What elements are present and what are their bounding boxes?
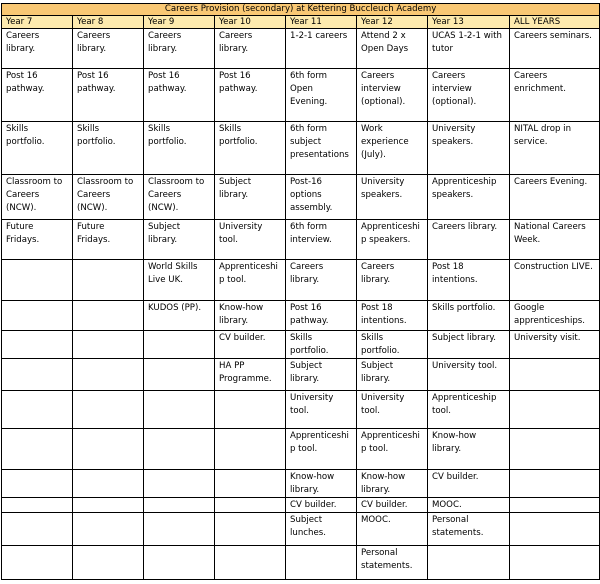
table-title-row (2, 4, 600, 16)
table-cell: Apprenticeship tool. (357, 429, 428, 470)
table-cell (215, 498, 286, 513)
table-cell: 1-2-1 careers (286, 29, 357, 69)
table-row (2, 546, 600, 580)
table-cell: Apprenticeship tool. (428, 391, 510, 429)
table-cell (73, 260, 144, 301)
table-cell (215, 429, 286, 470)
table-row (2, 470, 600, 498)
table-cell: Skills portfolio. (357, 331, 428, 359)
table-cell (215, 513, 286, 546)
table-cell: Skills portfolio. (2, 122, 73, 175)
table-row (2, 301, 600, 331)
table-cell (428, 546, 510, 580)
table-row (2, 175, 600, 220)
table-cell (144, 359, 215, 391)
table-cell: Personal statements. (357, 546, 428, 580)
table-cell: Apprenticeship speakers. (357, 220, 428, 260)
table-cell: CV builder. (357, 498, 428, 513)
table-row (2, 122, 600, 175)
table-cell (2, 359, 73, 391)
table-cell: University speakers. (428, 122, 510, 175)
table-cell (144, 546, 215, 580)
careers-provision-document (1, 3, 599, 580)
table-cell (2, 546, 73, 580)
table-cell: UCAS 1-2-1 with tutor (428, 29, 510, 69)
column-header: Year 7 (2, 16, 73, 29)
table-cell: 6th form Open Evening. (286, 69, 357, 122)
table-cell: Careers library. (428, 220, 510, 260)
column-header: Year 11 (286, 16, 357, 29)
table-cell: Post 18 intentions. (428, 260, 510, 301)
table-cell (510, 470, 600, 498)
table-row (2, 29, 600, 69)
table-cell: Careers enrichment. (510, 69, 600, 122)
table-cell (510, 429, 600, 470)
table-cell: CV builder. (286, 498, 357, 513)
table-cell (144, 498, 215, 513)
table-cell (73, 498, 144, 513)
table-cell: MOOC. (357, 513, 428, 546)
table-cell (73, 301, 144, 331)
table-cell: University visit. (510, 331, 600, 359)
table-cell (144, 513, 215, 546)
table-cell: Apprenticeship tool. (286, 429, 357, 470)
table-cell: Know-how library. (428, 429, 510, 470)
table-cell (286, 546, 357, 580)
table-cell: World Skills Live UK. (144, 260, 215, 301)
table-cell: Classroom to Careers (NCW). (73, 175, 144, 220)
table-cell: Construction LIVE. (510, 260, 600, 301)
table-cell: Classroom to Careers (NCW). (2, 175, 73, 220)
table-cell: University tool. (428, 359, 510, 391)
table-cell (144, 429, 215, 470)
column-header: Year 12 (357, 16, 428, 29)
table-cell: Careers library. (357, 260, 428, 301)
table-cell: Subject library. (144, 220, 215, 260)
table-cell: Apprenticeship speakers. (428, 175, 510, 220)
table-cell: Careers library. (73, 29, 144, 69)
table-cell: Skills portfolio. (286, 331, 357, 359)
table-cell (73, 331, 144, 359)
table-cell: KUDOS (PP). (144, 301, 215, 331)
table-row (2, 513, 600, 546)
table-cell: Skills portfolio. (428, 301, 510, 331)
careers-provision-table (1, 3, 600, 580)
table-cell: Subject library. (428, 331, 510, 359)
table-cell (144, 331, 215, 359)
table-cell: Careers library. (2, 29, 73, 69)
column-header: Year 9 (144, 16, 215, 29)
table-cell: 6th form interview. (286, 220, 357, 260)
table-row (2, 429, 600, 470)
table-cell: Know-how library. (357, 470, 428, 498)
table-row (2, 69, 600, 122)
table-cell: Careers Evening. (510, 175, 600, 220)
table-cell: Post-16 options assembly. (286, 175, 357, 220)
table-cell (510, 391, 600, 429)
table-row (2, 260, 600, 301)
table-cell: Know-how library. (215, 301, 286, 331)
table-title: Careers Provision (secondary) at Kettering Buccleuch Academy (2, 4, 600, 16)
table-cell (2, 391, 73, 429)
table-cell (2, 331, 73, 359)
table-cell: Subject library. (215, 175, 286, 220)
table-cell: Personal statements. (428, 513, 510, 546)
column-header: Year 10 (215, 16, 286, 29)
table-header-row (2, 16, 600, 29)
table-cell: MOOC. (428, 498, 510, 513)
table-cell: Post 16 pathway. (286, 301, 357, 331)
table-cell: Careers library. (286, 260, 357, 301)
table-cell: Classroom to Careers (NCW). (144, 175, 215, 220)
table-cell (2, 498, 73, 513)
table-cell (73, 470, 144, 498)
column-header: Year 13 (428, 16, 510, 29)
table-cell: 6th form subject presentations (286, 122, 357, 175)
table-cell: National Careers Week. (510, 220, 600, 260)
table-cell (2, 301, 73, 331)
table-cell: Post 16 pathway. (144, 69, 215, 122)
table-cell: Work experience (July). (357, 122, 428, 175)
table-cell: University speakers. (357, 175, 428, 220)
table-cell (2, 470, 73, 498)
table-cell (510, 498, 600, 513)
table-cell (215, 391, 286, 429)
table-cell: Skills portfolio. (144, 122, 215, 175)
table-cell: Post 16 pathway. (215, 69, 286, 122)
table-cell: Subject library. (357, 359, 428, 391)
table-cell: Careers seminars. (510, 29, 600, 69)
table-cell: CV builder. (215, 331, 286, 359)
table-cell: Future Fridays. (73, 220, 144, 260)
table-row (2, 220, 600, 260)
table-cell (73, 513, 144, 546)
table-cell (510, 359, 600, 391)
table-cell: Careers library. (215, 29, 286, 69)
table-cell (73, 359, 144, 391)
table-cell: University tool. (215, 220, 286, 260)
table-cell (2, 429, 73, 470)
table-cell: University tool. (286, 391, 357, 429)
table-cell (215, 470, 286, 498)
table-cell: Google apprenticeships. (510, 301, 600, 331)
table-cell: Post 18 intentions. (357, 301, 428, 331)
table-cell: CV builder. (428, 470, 510, 498)
table-cell (144, 470, 215, 498)
table-cell: Attend 2 x Open Days (357, 29, 428, 69)
table-cell: Careers interview (optional). (357, 69, 428, 122)
table-cell: NITAL drop in service. (510, 122, 600, 175)
table-cell (144, 391, 215, 429)
table-cell: Future Fridays. (2, 220, 73, 260)
table-cell: Subject library. (286, 359, 357, 391)
table-cell (510, 513, 600, 546)
table-row (2, 359, 600, 391)
table-row (2, 391, 600, 429)
table-cell (73, 429, 144, 470)
table-cell: Know-how library. (286, 470, 357, 498)
table-cell: Skills portfolio. (73, 122, 144, 175)
table-cell (2, 260, 73, 301)
column-header: ALL YEARS (510, 16, 600, 29)
table-row (2, 331, 600, 359)
table-cell (510, 546, 600, 580)
table-cell: University tool. (357, 391, 428, 429)
table-cell (73, 546, 144, 580)
table-cell: Careers library. (144, 29, 215, 69)
table-cell (73, 391, 144, 429)
table-cell: Careers interview (optional). (428, 69, 510, 122)
table-cell: Post 16 pathway. (2, 69, 73, 122)
table-cell: HA PP Programme. (215, 359, 286, 391)
table-row (2, 498, 600, 513)
table-cell: Apprenticeship tool. (215, 260, 286, 301)
table-cell (215, 546, 286, 580)
column-header: Year 8 (73, 16, 144, 29)
table-cell: Subject lunches. (286, 513, 357, 546)
table-cell (2, 513, 73, 546)
table-cell: Post 16 pathway. (73, 69, 144, 122)
table-cell: Skills portfolio. (215, 122, 286, 175)
